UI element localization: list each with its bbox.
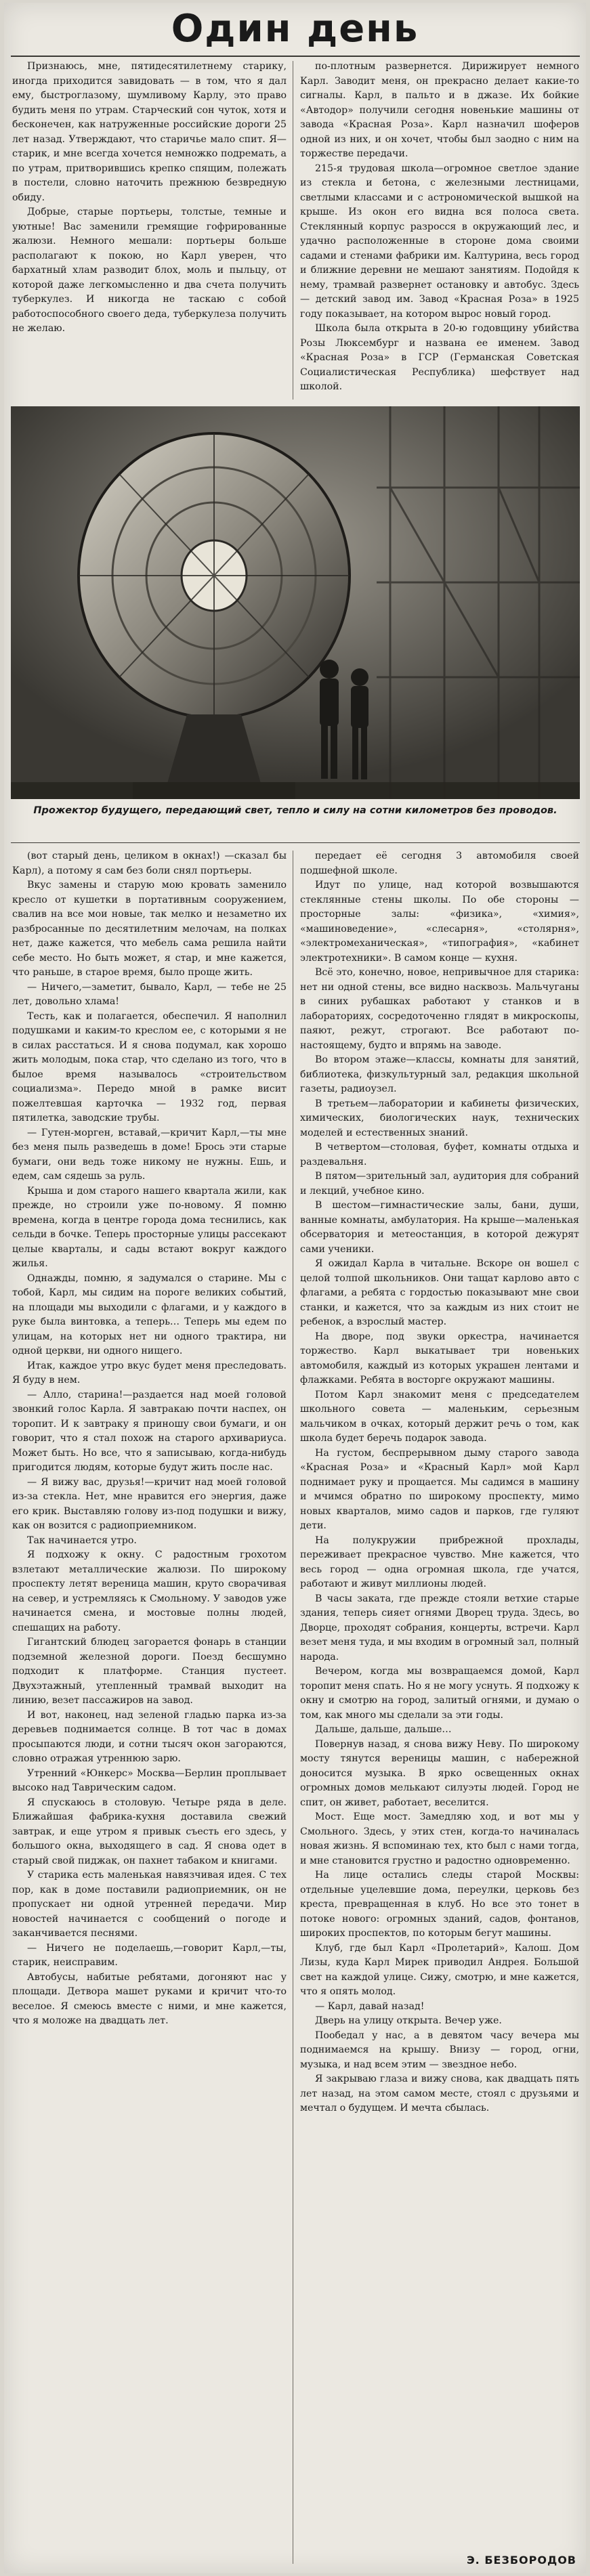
paragraph: Дальше, дальше, дальше… [315,1724,452,1735]
paragraph: Крыша и дом старого нашего квартала жили, как прежде, но строили уже по-новому. Я помню времена, когда в центре города дома теснились, как сельди в бочке. Теперь просторные улицы рассекают целые кварталы, и сады встают вокруг каждого жилья. [12,1185,287,1269]
paragraph: На полукружии прибрежной прохлады, переживает прекрасное чувство. Мне кажется, что весь город — одна огромная школа, где учатся, работают и живут миллионы людей. [300,1534,579,1589]
paragraph: Клуб, где был Карл «Пролетарий», Калош. Дом Лизы, куда Карл Мирек приводил Андрея. Большой свет на каждой улице. Сижу, смотрю, и мне кажется, что я опять молод. [300,1942,579,1997]
paragraph: Так начинается утро. [27,1534,137,1546]
paragraph: Идут по улице, над которой возвышаются стеклянные стены школы. По обе стороны — просторные залы: «физика», «химия», «машиноведение», «слесарня», «столярня», «электромеханическая», «типография», «кабинет электротехники». В самом конце — кухня. [300,880,579,964]
paragraph: И вот, наконец, над зеленой гладью парка из-за деревьев поднимается солнце. В тот час в домах просыпаются люди, и сотни тысяч окон загораются, словно отражая утреннюю зарю. [12,1709,287,1764]
paragraph: Пообедал у нас, а в девятом часу вечера мы поднимаемся на крышу. Внизу — город, огни, музыка, и над всем этим — звездное небо. [300,2030,579,2070]
paragraph: Признаюсь, мне, пятидесятилетнему старику, иногда приходится завидовать — в том, что я дал ему, быстроглазому, шумливому Карлу, это право будить меня по утрам. Старческий сон чуток, хотя и бесконечен, как натруженные российские дороги 25 лет назад. Утверждают, что старичье мало спит. Я—старик, и мне всегда хочется немножко подремать, а по утрам, притворившись крепко спящим, полежать в постели, словно наточить прежнюю безвредную обиду. [12,61,287,203]
paragraph: 215-я трудовая школа—огромное светлое здание из стекла и бетона, с железными лестницами, светлыми классами и с астрономической вышкой на крыше. Из окон его видна вся полоса света. Стеклянный корпус разросся в окружающий лес, и удачно расположенные в стороне дома своими садами и стенами фабрики им. Калтурина, весь город и ближние деревни не мешают занятиям. Подойдя к нему, трамвай развернет остановку и автобус. Здесь — детский завод им. Завод «Красная Роза» в 1925 году показывает, на котором вырос новый город. [300,163,579,320]
photo-illustration [11,406,580,799]
paragraph: В часы заката, где прежде стояли ветхие старые здания, теперь сияет огнями Дворец труда. Здесь, во Дворце, проходят собрания, концерты, встречи. Карл везет меня туда, и мы входим в огромный зал, полный народа. [300,1593,579,1662]
author-signature: Э. БЕЗБОРОДОВ [466,2554,576,2567]
paragraph: В третьем—лаборатории и кабинеты физических, химических, биологических наук, технических моделей и естественных знаний. [300,1098,579,1138]
paragraph: В четвертом—столовая, буфет, комнаты отдыха и раздевальня. [300,1142,579,1167]
paragraph: (вот старый день, целиком в окнах!) —сказал бы Карл), а потому я сам без боли снял портьеры. [12,851,287,876]
article-title: Один день [171,7,419,51]
paragraph: по-плотным развернется. Дирижирует немного Карл. Заводит меня, он прекрасно делает какие-то сигналы. Карл, в пальто и в джазе. Их бойкие «Автодор» получили сегодня новенькие машины от завода «Красная Роза». Карл назначил шоферов одной из них, и он хочет, чтобы был заодно с ним на торжестве передачи. [300,61,579,159]
paragraph: — Карл, давай назад! [315,2000,425,2012]
paragraph: Я закрываю глаза и вижу снова, как двадцать пять лет назад, на этом самом месте, стоял с друзьями и мечтал о будущем. И мечта сбылась. [300,2074,579,2113]
paragraph: В шестом—гимнастические залы, бани, души, ванные комнаты, амбулатория. На крыше—маленькая обсерватория и метеостанция, в которой дежурят сами ученики. [300,1200,579,1255]
paragraph: Я ожидал Карла в читальне. Вскоре он вошел с целой толпой школьников. Они тащат карлово авто с флагами, а ребята с гордостью показывают мне свои станки, и кажется, что за каждым из них стоит не ребенок, а взрослый мастер. [300,1258,579,1327]
paragraph: передает её сегодня 3 автомобиля своей подшефной школе. [300,851,579,876]
paragraph: Добрые, старые портьеры, толстые, темные и уютные! Вас заменили гремящие гофрированные жалюзи. Немного мешали: портьеры больше располагают к покою, но Карл уверен, что бархатный хлам разводит блох, моль и пыльцу, от которой даже легкомысленно и два счета получить туберкулез. И никогда не таскаю с собой работоспособного своего деда, туберкулеза получить не желаю. [12,207,287,334]
paragraph: Дверь на улицу открыта. Вечер уже. [315,2015,502,2026]
paragraph: На густом, беспрерывном дыму старого завода «Красная Роза» и «Красный Карл» мой Карл поднимает руку и прощается. Мы садимся в машину и мчимся обратно по широкому проспекту, мимо новых кварталов, мимо садов и парков, где гуляют дети. [300,1447,579,1531]
paragraph: Потом Карл знакомит меня с председателем школьного совета — маленьким, серьезным мальчиком в очках, который держит речь о том, как школа будет беречь подарок завода. [300,1389,579,1444]
paragraph: Мост. Еще мост. Замедляю ход, и вот мы у Смольного. Здесь, у этих стен, когда-то начиналась новая жизнь. Я вспоминаю тех, кто был с нами тогда, и мне становится грустно и радостно одновременно. [300,1811,579,1866]
column-top-left [12,60,287,398]
paragraph: Автобусы, набитые ребятами, догоняют нас у площади. Детвора машет руками и кричит что-то веселое. Я смеюсь вместе с ними, и мне кажется, что я моложе на двадцать лет. [12,1971,287,2026]
column-bottom-right [300,849,579,2542]
paragraph: — Алло, старина!—раздается над моей головой звонкий голос Карла. Я завтракаю почти наспех, он торопит. И к завтраку я приношу свои бумаги, и он говорит, что я стал похож на старого архивариуса. Может быть. Но все, что я записываю, когда-нибудь пригодится людям, которые будут жить после нас. [12,1389,287,1473]
paragraph: Я спускаюсь в столовую. Четыре ряда в деле. Ближайшая фабрика-кухня доставила свежий завтрак, и еще утром я привык съесть его здесь, у большого окна, выходящего в сад. Я снова одет в старый свой пиджак, он пахнет табаком и книгами. [12,1797,287,1866]
paragraph: На лице остались следы старой Москвы: отдельные уцелевшие дома, переулки, церковь без креста, превращенная в клуб. Но все это тонет в потоке нового: огромных зданий, садов, фонтанов, широких проспектов, по которым бегут машины. [300,1870,579,1939]
paragraph: У старика есть маленькая навязчивая идея. С тех пор, как в доме поставили радиоприемник, он не пропускает ни одной утренней передачи. Мир новостей начинается с сообщений о погоде и заканчивается песнями. [12,1870,287,1939]
paragraph: — Ничего не поделаешь,—говорит Карл,—ты, старик, неисправим. [12,1942,287,1968]
paragraph: Утренний «Юнкерс» Москва—Берлин проплывает высоко над Таврическим садом. [12,1767,287,1793]
photo-caption: Прожектор будущего, передающий свет, тепло и силу на сотни километров без проводов. [33,805,557,816]
paragraph: Однажды, помню, я задумался о старине. Мы с тобой, Карл, мы сидим на пороге великих событий, на площади мы выходили с флагами, и у каждого в руке была винтовка, а теперь… Теперь мы едем по улицам, на которых нет ни одного трактира, ни одной церкви, ни одного нищего. [12,1272,287,1356]
paragraph: Повернув назад, я снова вижу Неву. По широкому мосту тянутся вереницы машин, с набережной доносится музыка. В ярко освещенных окнах огромных домов мелькают силуэты людей. Город не спит, он живет, работает, веселится. [300,1738,579,1808]
column-bottom-left [12,849,287,2569]
paragraph: Тесть, как и полагается, обеспечил. Я наполнил подушками и каким-то креслом ее, с которыми я не в силах расстаться. И я снова подумал, как хорошо жить молодым, пока стар, что сделано из того, что в былое время называлось «строительством социализма». Передо мной в рамке висит пожелтевшая карточка — 1932 год, первая пятилетка, заводские трубы. [12,1010,287,1123]
paragraph: Гигантский блюдец загорается фонарь в станции подземной железной дороги. Поезд бесшумно подходит к платформе. Станция пустеет. Двухэтажный, утепленный трамвай выходит на линию, везет пассажиров на завод. [12,1637,287,1706]
paragraph: Всё это, конечно, новое, непривычное для старика: нет ни одной стены, все видно насквозь. Мальчуганы в синих рубашках работают у станков и в лабораториях, сосредоточенно глядят в микроскопы, паяют, режут, строгают. Все работают по-настоящему, будто и впрямь на заводе. [300,967,579,1051]
newspaper-page [4,3,586,2573]
paragraph: На дворе, под звуки оркестра, начинается торжество. Карл выкатывает три новеньких автомобиля, каждый из которых украшен лентами и флажками. Ребята в восторге окружают машины. [300,1331,579,1386]
paragraph: Школа была открыта в 20-ю годовщину убийства Розы Люксембург и названа ее именем. Завод «Красная Роза» в ГСР (Германская Советская Социалистическая Республика) шефствует над школой. [300,323,579,392]
caption-rule [11,842,580,843]
paragraph: — Гутен-морген, вставай,—кричит Карл,—ты мне без меня пыль разведешь в доме! Брось эти старые бумаги, они ведь тоже никому не нужны. Ешь, и едем, сам сядешь за руль. [12,1127,287,1182]
paragraph: Вкус замены и старую мою кровать заменило кресло от кушетки в портативным сооружением, свалив на все мои новые, так мелко и незаметно их разбросанные по десятилетним мелочам, на полках нет, даже кажется, что мебель сама решила найти себе место. Но быть может, я стар, и мне кажется, что раньше, в старое время, было проще жить. [12,880,287,978]
paragraph: Я подхожу к окну. С радостным грохотом взлетают металлические жалюзи. По широкому проспекту летят вереница машин, круто сворачивая на север, и устремляясь к Смольному. У заводов уже начинается смена, и мостовые полны людей, спешащих на работу. [12,1549,287,1633]
paragraph: — Я вижу вас, друзья!—кричит над моей головой из-за стекла. Нет, мне нравится его энергия, даже его крик. Выставляю голову из-под подушки и вижу, как он возится с радиоприемником. [12,1476,287,1531]
paragraph: В пятом—зрительный зал, аудитория для собраний и лекций, учебное кино. [300,1171,579,1197]
paragraph: Во втором этаже—классы, комнаты для занятий, библиотека, физкультурный зал, редакция школьной газеты, радиоузел. [300,1054,579,1094]
paragraph: Итак, каждое утро вкус будет меня преследовать. Я буду в нем. [12,1360,287,1386]
paragraph: Вечером, когда мы возвращаемся домой, Карл торопит меня спать. Но я не могу уснуть. Я подхожу к окну и смотрю на город, залитый огнями, и думаю о том, как много мы сделали за эти годы. [300,1666,579,1721]
searchlight-photo [11,406,580,799]
paragraph: — Ничего,—заметит, бывало, Карл, — тебе не 25 лет, довольно хлама! [12,981,287,1007]
column-top-right [300,60,579,398]
title-rule [11,56,580,57]
